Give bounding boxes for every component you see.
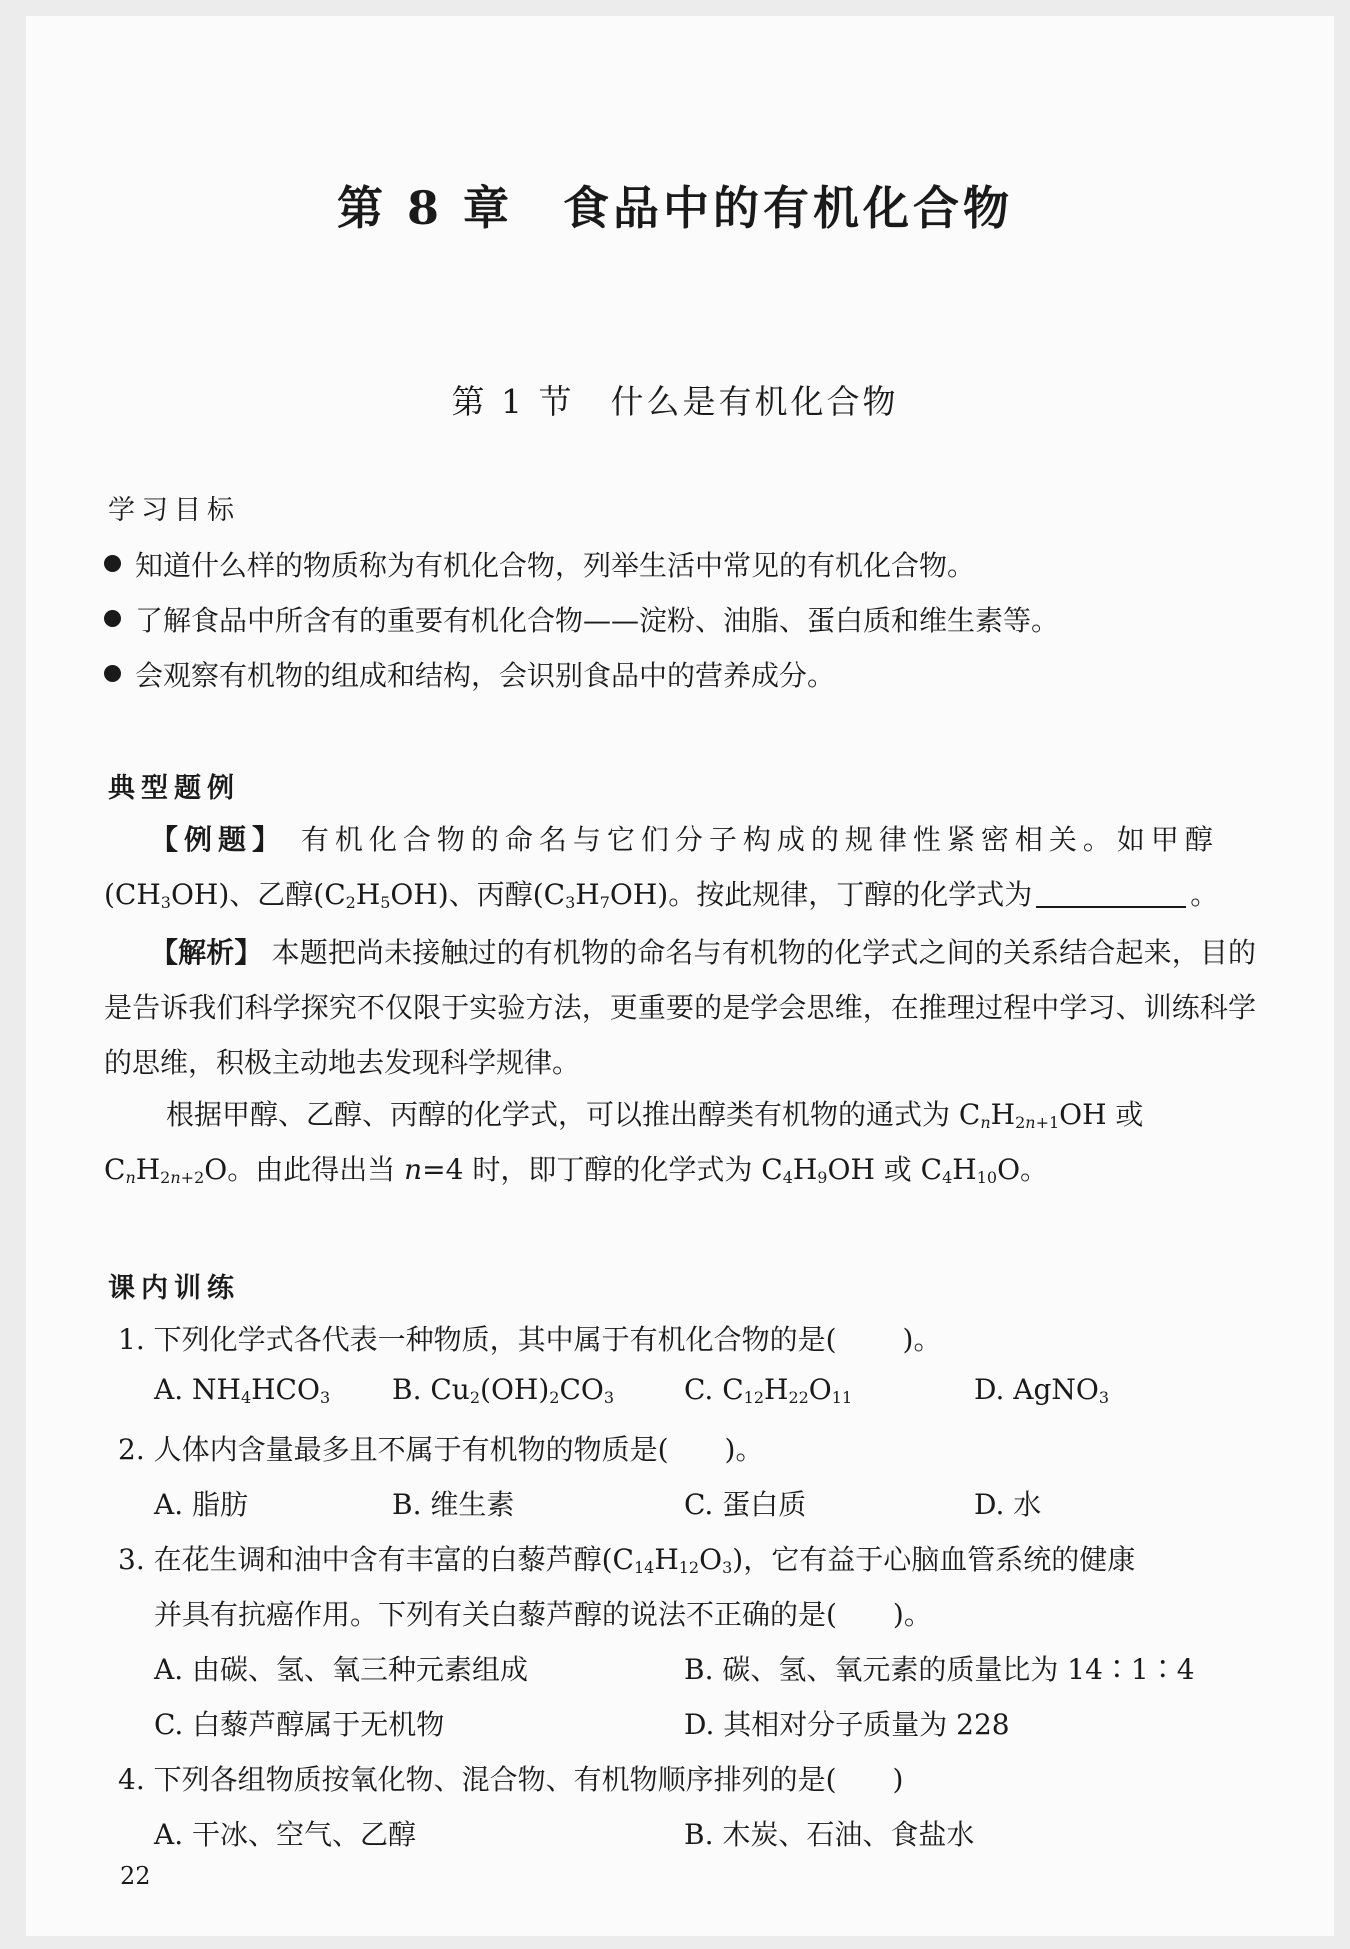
question-3-stem: 3. 在花生调和油中含有丰富的白藜芦醇$(C_{14}H_{12}O_3)$，它有益于心脑血管系统的健康 — [118, 1543, 1136, 1577]
solution-label: 【解析】 — [150, 936, 263, 969]
bullet-icon — [104, 610, 121, 627]
examples-heading: 典型题例 — [108, 773, 240, 804]
example-label: 【例题】 — [150, 823, 287, 856]
page-number: 22 — [120, 1862, 151, 1890]
answer-blank[interactable] — [1036, 878, 1186, 908]
question-2-stem: 2. 人体内含量最多且不属于有机物的物质是( )。 — [118, 1433, 764, 1466]
example-line-1: 【例题】 有机化合物的命名与它们分子构成的规律性紧密相关。如甲醇 — [150, 823, 1219, 856]
q2-option-d[interactable]: D. 水 — [974, 1488, 1042, 1521]
solution-paragraph: 【解析】 本题把尚未接触过的有机物的命名与有机物的化学式之间的关系结合起来，目的是告诉我们科学探究不仅限于实验方法，更重要的是学会思维，在推理过程中学习、训练科学的思维，积极主动地去发现科学规律。 — [104, 936, 1256, 1079]
bullet-icon — [104, 555, 121, 572]
goal-item: 会观察有机物的组成和结构，会识别食品中的营养成分。 — [104, 654, 835, 694]
q2-option-a[interactable]: A. 脂肪 — [154, 1488, 249, 1521]
q4-option-a[interactable]: A. 干冰、空气、乙醇 — [154, 1818, 417, 1851]
q2-option-c[interactable]: C. 蛋白质 — [684, 1488, 807, 1521]
q4-option-b[interactable]: B. 木炭、石油、食盐水 — [684, 1818, 975, 1851]
q1-option-c[interactable]: C. $C_{12}H_{22}O_{11}$ — [684, 1373, 853, 1407]
practice-heading: 课内训练 — [108, 1273, 240, 1304]
example-line-2: $(CH_3OH)$、乙醇$(C_2H_5OH)$、丙醇$(C_3H_7OH)$。按此规律，丁醇的化学式为 。 — [104, 878, 1219, 912]
q1-option-b[interactable]: B. $Cu_2(OH)_2CO_3$ — [392, 1373, 615, 1407]
question-4-stem: 4. 下列各组物质按氧化物、混合物、有机物顺序排列的是( ) — [118, 1763, 904, 1796]
bullet-icon — [104, 665, 121, 682]
question-1-stem: 1. 下列化学式各代表一种物质，其中属于有机化合物的是( )。 — [118, 1323, 942, 1356]
q3-option-a[interactable]: A. 由碳、氢、氧三种元素组成 — [154, 1653, 529, 1686]
solution-conclusion: $C_nH_{2n+2}O$。由此得出当 n=4 时，即丁醇的化学式为 $C_4H_9OH$ 或 $C_4H_{10}O$。 — [104, 1153, 1049, 1187]
q3-option-b[interactable]: B. 碳、氢、氧元素的质量比为 14∶1∶4 — [684, 1653, 1195, 1686]
section-title: 第 1 节 什么是有机化合物 — [451, 382, 899, 421]
question-3-stem-cont: 并具有抗癌作用。下列有关白藜芦醇的说法不正确的是( )。 — [154, 1598, 932, 1631]
q1-option-d[interactable]: D. AgNO$_3$ — [974, 1373, 1110, 1407]
learning-goals-heading: 学习目标 — [108, 495, 240, 526]
goal-item: 了解食品中所含有的重要有机化合物——淀粉、油脂、蛋白质和维生素等。 — [104, 599, 1059, 639]
q2-option-b[interactable]: B. 维生素 — [392, 1488, 515, 1521]
q3-option-d[interactable]: D. 其相对分子质量为 228 — [684, 1708, 1010, 1741]
chapter-title: 第 8 章 食品中的有机化合物 — [336, 181, 1014, 235]
q1-option-a[interactable]: A. $NH_4HCO_3$ — [154, 1373, 331, 1407]
solution-general-formula: 根据甲醇、乙醇、丙醇的化学式，可以推出醇类有机物的通式为 $C_nH_{2n+1}OH$ 或 — [166, 1098, 1144, 1132]
goal-item: 知道什么样的物质称为有机化合物，列举生活中常见的有机化合物。 — [104, 544, 975, 584]
q3-option-c[interactable]: C. 白藜芦醇属于无机物 — [154, 1708, 445, 1741]
